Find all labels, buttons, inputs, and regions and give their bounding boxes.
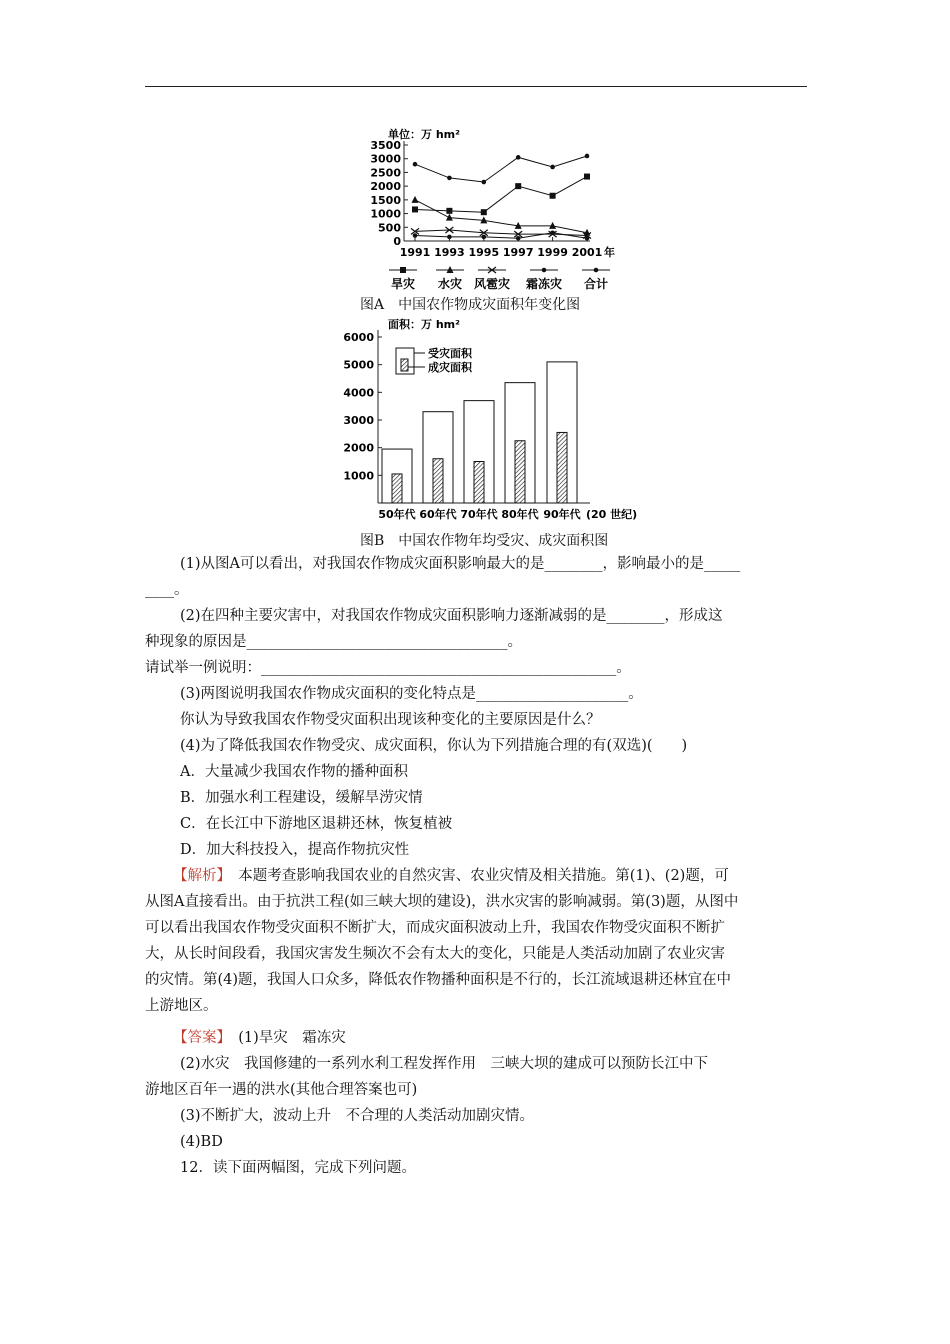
chart-b-unit-label: 面积：万 hm² xyxy=(388,318,460,331)
chart-a-point-0 xyxy=(550,193,556,199)
answer-line-3: 游地区百年一遇的洪水(其他合理答案也可) xyxy=(145,1082,418,1098)
chart-a-point-0 xyxy=(515,183,521,189)
chart-a-caption: 图A 中国农作物成灾面积年变化图 xyxy=(360,297,581,313)
chart-a-series-line-2 xyxy=(415,230,587,235)
header-rule xyxy=(145,86,807,87)
chart-a-x-tick-label: 1997 xyxy=(502,246,534,259)
chart-a-point-3 xyxy=(447,235,452,240)
analysis-line-1 xyxy=(173,869,729,884)
chart-a-y-tick-label: 0 xyxy=(393,235,401,248)
chart-a-unit-label: 单位：万 hm² xyxy=(388,128,460,141)
chart-a-point-4 xyxy=(482,180,487,185)
chart-a-y-tick-label: 2500 xyxy=(370,166,401,180)
chart-a-point-3 xyxy=(482,235,487,240)
chart-b-y-tick-label: 2000 xyxy=(343,441,374,455)
chart-b-legend-label: 成灾面积 xyxy=(428,361,472,374)
chart-b-y-tick-label: 1000 xyxy=(343,469,374,483)
chart-a-point-3 xyxy=(413,233,418,238)
chart-a-x-suffix: 年 xyxy=(604,246,615,259)
chart-b-y-tick-label: 4000 xyxy=(343,386,374,400)
chart-a-point-4 xyxy=(550,165,555,170)
chart-b-bar-damaged xyxy=(557,432,567,503)
chart-b-bar-damaged xyxy=(474,462,484,504)
chart-a-legend-marker xyxy=(542,268,547,273)
chart-a-point-1 xyxy=(412,196,419,203)
chart-b xyxy=(0,318,950,538)
chart-b-bar-damaged xyxy=(392,474,402,503)
answer-line-1 xyxy=(173,1031,346,1046)
chart-b-x-tick-label: 60年代 xyxy=(419,508,457,521)
chart-a-series-line-4 xyxy=(415,156,587,182)
answer-line-4: (3)不断扩大，波动上升 不合理的人类活动加剧灾情。 xyxy=(180,1108,535,1124)
analysis-line-4: 大，从长时间段看，我国灾害发生频次不会有太大的变化，只能是人类活动加剧了农业灾害 xyxy=(145,946,725,962)
answer-line-5: (4)BD xyxy=(180,1134,223,1150)
answer-text-1: (1)旱灾 霜冻灾 xyxy=(223,1030,346,1046)
chart-a-legend-label: 水灾 xyxy=(437,277,463,291)
chart-a-legend-label: 霜冻灾 xyxy=(525,277,563,291)
option-c: C．在长江中下游地区退耕还林，恢复植被 xyxy=(180,816,453,832)
chart-a-x-tick-label: 1991 xyxy=(399,246,431,259)
answer-line-2: (2)水灾 我国修建的一系列水利工程发挥作用 三峡大坝的建成可以预防长江中下 xyxy=(180,1056,709,1072)
chart-a-legend-label: 合计 xyxy=(583,277,609,291)
analysis-line-2: 从图A直接看出。由于抗洪工程(如三峡大坝的建设)，洪水灾害的影响减弱。第(3)题，从图中 xyxy=(145,894,739,910)
option-b: B．加强水利工程建设，缓解旱涝灾情 xyxy=(180,790,423,806)
chart-b-caption: 图B 中国农作物年均受灾、成灾面积图 xyxy=(360,533,609,549)
chart-b-bar-damaged xyxy=(515,441,525,503)
chart-a-series-line-0 xyxy=(415,177,587,213)
question-3-line-2: 你认为导致我国农作物受灾面积出现该种变化的主要原因是什么？ xyxy=(180,712,601,728)
chart-a-legend-label: 旱灾 xyxy=(390,277,416,291)
chart-b-legend-hatch-swatch xyxy=(401,359,408,371)
chart-a-legend-marker xyxy=(594,268,599,273)
chart-a-point-1 xyxy=(446,214,453,221)
chart-a-x-tick-label: 1993 xyxy=(434,246,465,259)
chart-b-y-tick-label: 5000 xyxy=(343,358,374,372)
chart-a-y-tick-label: 3000 xyxy=(370,152,401,166)
answer-tag: 【答案】 xyxy=(173,1030,224,1046)
chart-a-y-tick-label: 1500 xyxy=(370,193,401,207)
chart-a-y-tick-label: 500 xyxy=(378,221,401,235)
chart-a-point-4 xyxy=(516,155,521,160)
chart-a-point-4 xyxy=(413,162,418,167)
chart-b-legend-label: 受灾面积 xyxy=(428,347,472,360)
chart-a-x-tick-label: 1995 xyxy=(468,246,500,259)
chart-a-point-3 xyxy=(585,236,590,241)
question-2-line-1: (2)在四种主要灾害中，对我国农作物成灾面积影响力逐渐减弱的是________，形成这 xyxy=(180,608,723,624)
question-1-line-2: ____。 xyxy=(145,582,189,598)
next-question: 12．读下面两幅图，完成下列问题。 xyxy=(180,1160,416,1176)
analysis-line-3: 可以看出我国农作物受灾面积不断扩大，而成灾面积波动上升，我国农作物受灾面积不断扩 xyxy=(145,920,725,936)
chart-a-x-tick-label: 1999 xyxy=(537,246,568,259)
analysis-text-1: 本题考查影响我国农业的自然灾害、农业灾情及相关措施。第(1)、(2)题，可 xyxy=(223,868,729,884)
chart-a-legend-marker xyxy=(400,267,406,273)
chart-a-legend-label: 风雹灾 xyxy=(473,277,511,291)
chart-b-x-tick-label: 70年代 xyxy=(460,508,498,521)
chart-a-point-0 xyxy=(446,208,452,214)
chart-a-point-4 xyxy=(585,154,590,159)
question-4: (4)为了降低我国农作物受灾、成灾面积，你认为下列措施合理的有(双选)( ) xyxy=(180,738,688,754)
chart-a-point-0 xyxy=(584,174,590,180)
chart-b-y-tick-label: 3000 xyxy=(343,414,374,427)
question-2-line-3: 请试举一例说明：_________________________________________________。 xyxy=(145,660,631,676)
chart-a-point-0 xyxy=(481,209,487,215)
analysis-tag: 【解析】 xyxy=(173,868,224,884)
chart-a-series-line-1 xyxy=(415,200,587,233)
chart-b-x-suffix: (20 世纪) xyxy=(586,508,638,521)
analysis-line-6: 上游地区。 xyxy=(145,998,218,1014)
question-1-line-1: (1)从图A可以看出，对我国农作物成灾面积影响最大的是________，影响最小的是_____ xyxy=(180,556,741,572)
chart-b-x-tick-label: 80年代 xyxy=(501,508,539,521)
chart-a-point-4 xyxy=(447,176,452,181)
chart-b-x-tick-label: 50年代 xyxy=(378,508,416,521)
chart-a-point-3 xyxy=(550,230,555,235)
chart-a-y-tick-label: 1000 xyxy=(370,207,401,221)
chart-b-bar-damaged xyxy=(433,459,443,503)
chart-a-y-tick-label: 3500 xyxy=(370,139,401,152)
chart-a-point-3 xyxy=(516,236,521,241)
chart-a-point-1 xyxy=(549,222,556,229)
chart-a-point-0 xyxy=(412,206,418,212)
question-3-line-1: (3)两图说明我国农作物成灾面积的变化特点是_____________________。 xyxy=(180,686,643,702)
chart-a-x-tick-label: 2001 xyxy=(571,246,603,259)
analysis-line-5: 的灾情。第(4)题，我国人口众多，降低农作物播种面积是不行的，长江流域退耕还林宜在中 xyxy=(145,972,732,988)
chart-a-y-tick-label: 2000 xyxy=(370,180,401,194)
question-2-line-2: 种现象的原因是____________________________________。 xyxy=(145,634,522,650)
chart-b-y-tick-label: 6000 xyxy=(343,331,374,344)
chart-b-x-tick-label: 90年代 xyxy=(543,508,581,521)
option-a: A．大量减少我国农作物的播种面积 xyxy=(180,764,408,780)
option-d: D．加大科技投入，提高作物抗灾性 xyxy=(180,842,410,858)
